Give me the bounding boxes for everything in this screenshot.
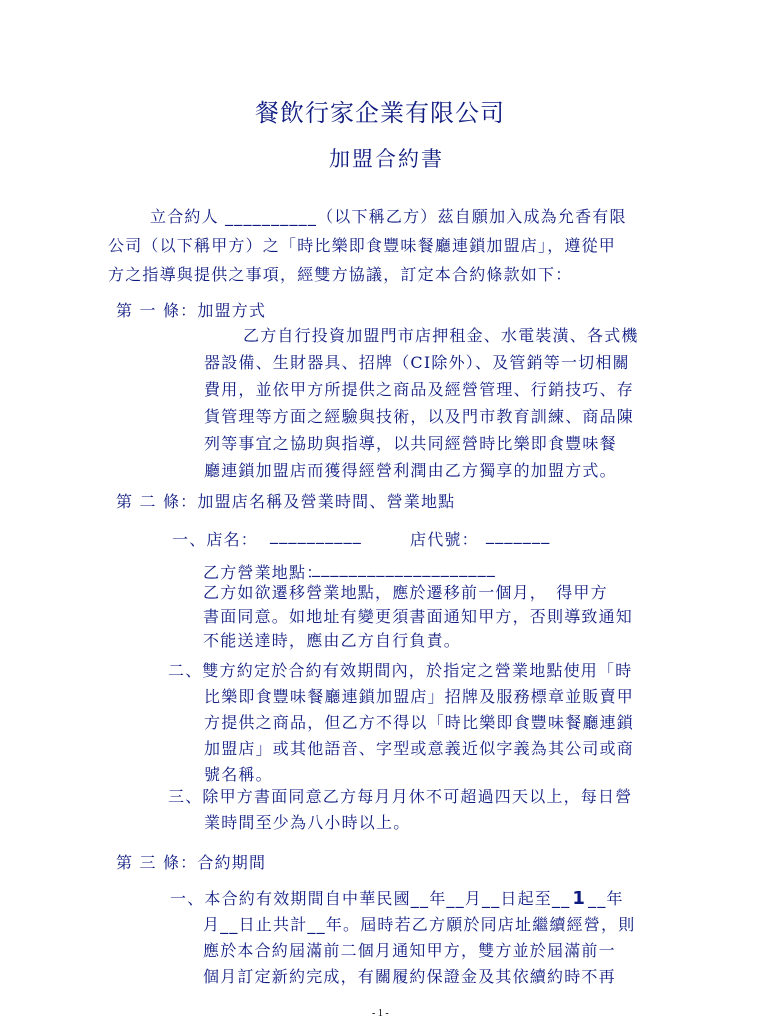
address-blank: ____________________ bbox=[312, 558, 496, 577]
article-2-item-2-line: 比樂即食豐味餐廳連鎖加盟店」招牌及服務標章並販賣甲 bbox=[204, 687, 635, 706]
article-1-line: 廳連鎖加盟店而獲得經營利潤由乙方獨享的加盟方式。 bbox=[204, 461, 617, 480]
company-title: 餐飲行家企業有限公司 bbox=[255, 99, 505, 127]
article-1-line: 貨管理等方面之經驗與技術，以及門市教育訓練、商品陳 bbox=[204, 407, 635, 426]
article-1-line: 乙方自行投資加盟門市店押租金、水電裝潢、各式機 bbox=[243, 326, 639, 345]
article-2-heading: 第 二 條：加盟店名稱及營業時間、營業地點 bbox=[116, 492, 456, 511]
store-code-blank: _______ bbox=[486, 525, 551, 544]
page-number: - 1 - bbox=[372, 1008, 389, 1019]
intro-line-3: 方之指導與提供之事項，經雙方協議，訂定本合約條款如下： bbox=[108, 265, 573, 284]
article-2-item-3-line: 業時間至少為八小時以上。 bbox=[204, 813, 411, 832]
article-3-heading: 第 三 條：合約期間 bbox=[116, 853, 267, 872]
article-2-item-2-line: 方提供之商品，但乙方不得以「時比樂即食豐味餐廳連鎖 bbox=[204, 713, 635, 732]
address-label: 乙方營業地點： bbox=[203, 563, 324, 582]
intro-line-2: 公司（以下稱甲方）之「時比樂即食豐味餐廳連鎖加盟店」，遵從甲 bbox=[108, 236, 617, 255]
article-3-item-1-line: 個月訂定新約完成，有關履約保證金及其依續約時不再 bbox=[203, 967, 616, 986]
article-3-item-1-text: 一、本合約有效期間自中華民國__年__月__日起至__ bbox=[170, 889, 571, 908]
relocation-line: 書面同意。如地址有變更須書面通知甲方，否則導致通知 bbox=[203, 607, 634, 626]
article-1-line: 費用，並依甲方所提供之商品及經營管理、行銷技巧、存 bbox=[204, 380, 635, 399]
article-3-item-1-line: 應於本合約屆滿前二個月通知甲方，雙方並於屆滿前一 bbox=[203, 941, 616, 960]
article-1-line: 列等事宜之協助與指導，以共同經營時比樂即食豐味餐 bbox=[204, 434, 617, 453]
article-1-heading: 第 一 條：加盟方式 bbox=[116, 301, 267, 320]
intro-line-1: 立合約人 __________（以下稱乙方）茲自願加入成為允香有限 bbox=[150, 207, 627, 226]
document-title: 加盟合約書 bbox=[329, 147, 444, 171]
article-2-item-2-line: 二、雙方約定於合約有效期間內，於指定之營業地點使用「時 bbox=[168, 661, 633, 680]
store-name-blank: __________ bbox=[270, 525, 362, 544]
article-2-item-2-line: 加盟店」或其他語音、字型或意義近似字義為其公司或商 bbox=[204, 739, 635, 758]
contract-years-value: 1 bbox=[572, 888, 587, 909]
article-3-item-1-line bbox=[170, 886, 624, 909]
article-2-item-2-line: 號名稱。 bbox=[204, 765, 273, 784]
relocation-line: 不能送達時，應由乙方自行負責。 bbox=[203, 631, 462, 650]
article-1-line: 器設備、生財器具、招牌（CI除外）、及管銷等一切相關 bbox=[204, 353, 630, 372]
relocation-line: 乙方如欲遷移營業地點，應於遷移前一個月， 得甲方 bbox=[203, 583, 608, 602]
article-2-item-3-line: 三、除甲方書面同意乙方每月月休不可超過四天以上，每日營 bbox=[168, 787, 633, 806]
store-name-label: 一、店名： bbox=[172, 530, 259, 549]
article-3-item-1-line: 月__日止共計__年。屆時若乙方願於同店址繼續經營，則 bbox=[203, 915, 636, 934]
store-code-label: 店代號： bbox=[410, 530, 479, 549]
article-3-item-1-text: __年 bbox=[588, 889, 624, 908]
